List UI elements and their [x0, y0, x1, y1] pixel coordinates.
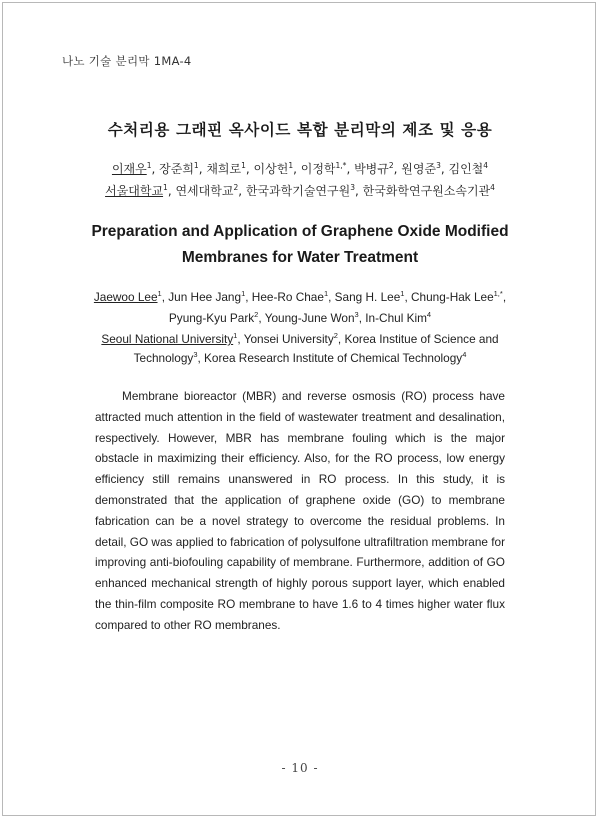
- author-name: Chung-Hak Lee: [411, 290, 494, 304]
- affiliation-mark: 1: [163, 183, 168, 192]
- author-affil-mark: 3: [436, 161, 441, 170]
- author-affil-mark: 4: [483, 161, 489, 170]
- author-affil-mark: 1: [241, 161, 246, 170]
- english-authors-line-1: Jaewoo Lee$^1$, Jun Hee Jang$^1$, Hee-Ro Chae$^1$, Sang H. Lee$^1$, Chung-Hak Lee$^{1,*}$,: [93, 289, 507, 304]
- author-name: Sang H. Lee: [334, 290, 401, 304]
- affiliation-mark: 4: [490, 183, 495, 192]
- affiliation-mark: 2: [333, 331, 338, 341]
- page-number: - 10 -: [281, 761, 319, 775]
- english-title-line-2: Membranes for Water Treatment: [181, 249, 419, 266]
- korean-authors: 이재우$^1$, 장준희$^1$, 채희로$^1$, 이상헌$^1$, 이정학$^{1,*}$, 박병규$^2$, 원영준$^3$, 김인철$^4$: [111, 161, 489, 176]
- author-affil-mark: 2: [254, 310, 259, 320]
- author-name: 이재우: [111, 162, 147, 176]
- author-affil-mark: 1: [323, 289, 329, 299]
- author-name: 원영준: [401, 162, 437, 176]
- affiliation-name: Korea Research Institute of Chemical Technology: [204, 351, 463, 365]
- author-name: 박병규: [354, 162, 389, 176]
- affiliation-name: 한국과학기술연구원: [245, 184, 351, 198]
- english-title-line-1: Preparation and Application of Graphene Oxide Modified: [91, 223, 509, 240]
- affiliation-mark: 3: [193, 350, 198, 360]
- author-name: Young-June Won: [264, 311, 355, 325]
- author-name: 김인철: [448, 162, 484, 176]
- author-affil-mark: 1: [241, 289, 246, 299]
- affiliation-mark: 2: [233, 183, 239, 192]
- affiliation-mark: 1: [233, 331, 238, 341]
- author-name: Jun Hee Jang: [168, 290, 242, 304]
- affiliation-name: Seoul National University: [101, 332, 234, 346]
- author-name: 이상헌: [253, 162, 289, 176]
- affiliation-mark: 4: [462, 350, 467, 360]
- affiliation-mark: 3: [350, 183, 355, 192]
- affiliation-name: 한국화학연구원소속기관: [362, 184, 491, 198]
- author-affil-mark: 4: [426, 310, 432, 320]
- affiliation-name: 연세대학교: [175, 184, 234, 198]
- author-affil-mark: 1: [157, 289, 162, 299]
- korean-title: 수처리용 그래핀 옥사이드 복합 분리막의 제조 및 응용: [107, 121, 493, 139]
- author-affil-mark: 2: [388, 161, 394, 170]
- abstract-body: Membrane bioreactor (MBR) and reverse osmosis (RO) process have attracted much attention in the field of wastewater treatment and desalination, respectively. However, MBR has membrane fouling which is the major obstacle in maximizing their efficiency. Also, for the RO process, low energy efficiency still remains unanswered in RO process. In this study, it is demonstrated that the application of graphene oxide (GO) to membrane fabrication can be a novel strategy to overcome the residual problems. In detail, GO was applied to fabrication of polysulfone ultrafiltration membrane for improving anti-biofouling capability of membrane. Furthermore, addition of GO enhanced mechanical strength of highly porous support layer, which enabled the thin-film composite RO membrane to have 1.6 to 4 times higher water flux compared to other RO membranes.: [95, 389, 505, 632]
- author-name: 장준희: [159, 162, 194, 176]
- author-name: 채희로: [206, 162, 242, 176]
- korean-affiliations: 서울대학교$^1$, 연세대학교$^2$, 한국과학기술연구원$^3$, 한국화학연구원소속기관$^4$: [105, 183, 495, 198]
- author-name: 이정학: [300, 162, 336, 176]
- author-name: Jaewoo Lee: [93, 290, 158, 304]
- author-affil-mark: 1: [193, 161, 199, 170]
- author-affil-mark: 1: [146, 161, 152, 170]
- english-affiliations-line-2: Technology$^3$, Korea Research Institute of Chemical Technology$^4$: [133, 350, 467, 365]
- author-affil-mark: 3: [354, 310, 359, 320]
- english-affiliations-line-1: Seoul National University$^1$, Yonsei University$^2$, Korea Institue of Science and: [101, 331, 499, 346]
- affiliation-name: Korea Institue of Science and: [344, 332, 499, 346]
- author-name: Pyung-Kyu Park: [168, 311, 255, 325]
- author-name: Hee-Ro Chae: [251, 290, 324, 304]
- affiliation-name: 서울대학교: [105, 184, 164, 198]
- author-affil-mark: 1: [400, 289, 405, 299]
- affiliation-name: Technology: [133, 351, 194, 365]
- session-header: 나노 기술 분리막 1MA-4: [62, 54, 192, 68]
- affiliation-name: Yonsei University: [243, 332, 334, 346]
- english-authors-line-2: Pyung-Kyu Park$^2$, Young-June Won$^3$, In-Chul Kim$^4$: [168, 310, 432, 325]
- author-affil-mark: 1: [288, 161, 294, 170]
- author-affil-mark: 1,*: [335, 161, 347, 170]
- english-title: [0, 219, 600, 271]
- author-affil-mark: 1,*: [493, 289, 503, 299]
- author-name: In-Chul Kim: [365, 311, 427, 325]
